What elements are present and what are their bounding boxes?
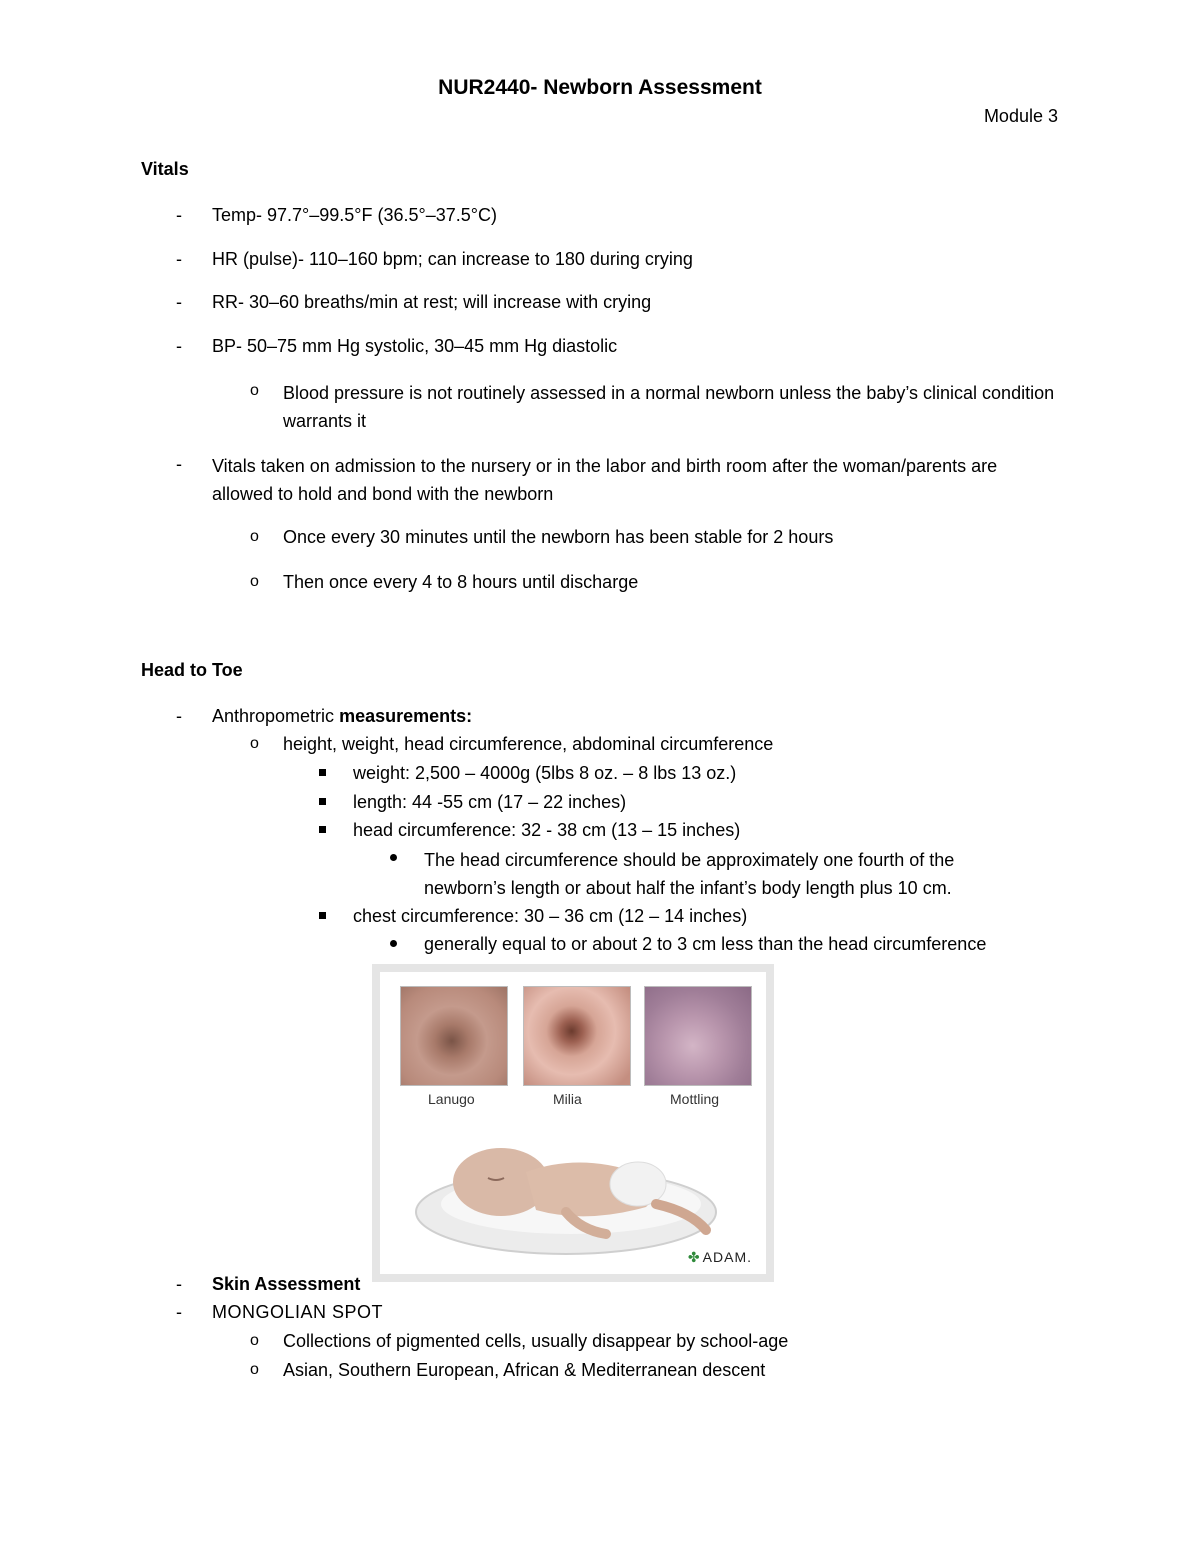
lanugo-image: [400, 986, 508, 1086]
anthropometric-line: [212, 704, 472, 728]
dash-marker: -: [176, 1274, 182, 1294]
circle-marker: o: [250, 735, 259, 752]
head-to-toe-heading: Head to Toe: [141, 660, 243, 680]
dash-marker: -: [176, 336, 182, 356]
circle-marker: o: [250, 528, 259, 545]
round-bullet: [390, 854, 397, 861]
figure-panel: [380, 972, 766, 1274]
mottling-image: [644, 986, 752, 1086]
vitals-timing: Vitals taken on admission to the nursery or in the labor and birth room after the woman/parents are allowed to hold and bond with the newborn: [212, 456, 998, 504]
vitals-timing-1: Once every 30 minutes until the newborn has been stable for 2 hours: [283, 527, 834, 547]
dash-marker: -: [176, 454, 182, 474]
mongolian-spot-note-1: Collections of pigmented cells, usually disappear by school-age: [283, 1331, 789, 1351]
head-circumference-note: The head circumference should be approximately one fourth of the newborn’s length or about half the infant’s body length plus 10 cm.: [424, 850, 955, 898]
anthropometric-measurements-label: measurements:: [339, 706, 473, 726]
adam-credit: [688, 1249, 752, 1266]
vitals-rr: RR- 30–60 breaths/min at rest; will increase with crying: [212, 292, 652, 312]
round-bullet: [390, 940, 397, 947]
measures-list: height, weight, head circumference, abdominal circumference: [283, 734, 774, 754]
module-label: Module 3: [983, 106, 1058, 126]
skin-assessment-heading: Skin Assessment: [212, 1274, 361, 1294]
milia-image: [523, 986, 631, 1086]
circle-marker: o: [250, 1332, 259, 1349]
mongolian-spot-note-2: Asian, Southern European, African & Mediterranean descent: [283, 1360, 766, 1380]
chest-circumference-range: chest circumference: 30 – 36 cm (12 – 14 inches): [353, 906, 748, 926]
vitals-bp-note: Blood pressure is not routinely assessed in a normal newborn unless the baby’s clinical condition warrants it: [283, 383, 1055, 431]
dash-marker: -: [176, 706, 182, 726]
vitals-temp: Temp- 97.7°–99.5°F (36.5°–37.5°C): [212, 205, 497, 225]
length-range: length: 44 -55 cm (17 – 22 inches): [353, 792, 627, 812]
circle-marker: o: [250, 382, 259, 399]
square-bullet: [319, 798, 326, 805]
vitals-bp: BP- 50–75 mm Hg systolic, 30–45 mm Hg diastolic: [212, 336, 618, 356]
mottling-label: Mottling: [670, 1091, 720, 1107]
adam-credit-text: ADAM.: [702, 1249, 752, 1265]
milia-label: Milia: [553, 1091, 582, 1107]
lanugo-label: Lanugo: [428, 1091, 475, 1107]
vitals-heading: Vitals: [141, 159, 189, 179]
adam-logo-icon: ✤: [687, 1249, 701, 1265]
weight-range: weight: 2,500 – 4000g (5lbs 8 oz. – 8 lbs 13 oz.): [353, 763, 737, 783]
circle-marker: o: [250, 573, 259, 590]
vitals-hr: HR (pulse)- 110–160 bpm; can increase to 180 during crying: [212, 249, 693, 269]
document-title: NUR2440- Newborn Assessment: [438, 76, 762, 99]
dash-marker: -: [176, 1302, 182, 1322]
mongolian-spot-label: MONGOLIAN SPOT: [212, 1302, 384, 1322]
dash-marker: -: [176, 249, 182, 269]
newborn-photo: [406, 1112, 736, 1262]
square-bullet: [319, 769, 326, 776]
dash-marker: -: [176, 292, 182, 312]
vitals-timing-2: Then once every 4 to 8 hours until discharge: [283, 572, 639, 592]
anthropometric-prefix: Anthropometric: [212, 706, 340, 726]
head-circumference-range: head circumference: 32 - 38 cm (13 – 15 inches): [353, 820, 741, 840]
square-bullet: [319, 912, 326, 919]
circle-marker: o: [250, 1361, 259, 1378]
square-bullet: [319, 826, 326, 833]
chest-circumference-note: generally equal to or about 2 to 3 cm less than the head circumference: [424, 934, 987, 954]
dash-marker: -: [176, 205, 182, 225]
newborn-skin-figure: [372, 964, 774, 1282]
